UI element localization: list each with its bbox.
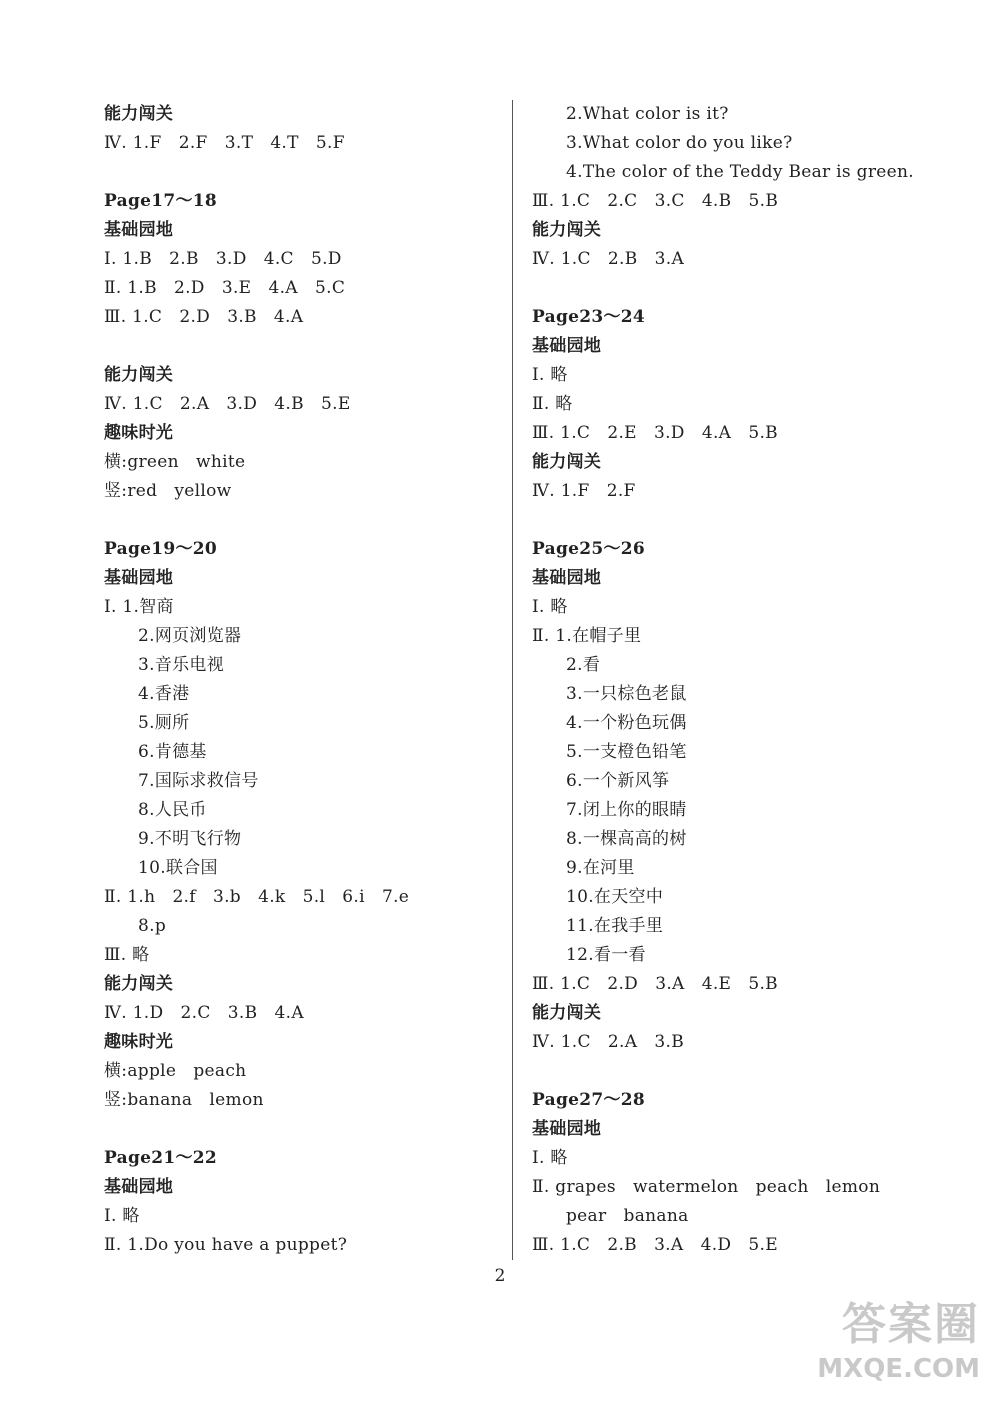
answer-line: 5.一支橙色铅笔 xyxy=(566,742,687,762)
answer-line: 4.香港 xyxy=(138,684,190,704)
watermark-bottom-text: MXQE.COM xyxy=(817,1354,980,1384)
left-column xyxy=(104,100,499,1260)
answer-line: Ⅱ. 1.B 2.D 3.E 4.A 5.C xyxy=(104,278,346,298)
spacer xyxy=(532,274,932,303)
answer-line: Ⅰ. 略 xyxy=(532,365,568,385)
answer-line: 6.肯德基 xyxy=(138,742,207,762)
answer-line: 11.在我手里 xyxy=(566,916,664,936)
answer-line: Ⅱ. 1.h 2.f 3.b 4.k 5.l 6.i 7.e xyxy=(104,887,410,907)
answer-line: Ⅲ. 1.C 2.B 3.A 4.D 5.E xyxy=(532,1235,778,1255)
section-heading: 基础园地 xyxy=(104,568,174,588)
section-heading: 基础园地 xyxy=(532,336,602,356)
answer-line: Ⅲ. 1.C 2.D 3.B 4.A xyxy=(104,307,304,327)
section-heading: Page17～18 xyxy=(104,191,218,211)
answer-line: Ⅲ. 1.C 2.E 3.D 4.A 5.B xyxy=(532,423,778,443)
watermark-logo xyxy=(802,1297,980,1397)
section-heading: 基础园地 xyxy=(104,220,174,240)
section-heading: Page25～26 xyxy=(532,539,646,559)
answer-line: Ⅳ. 1.F 2.F xyxy=(532,481,636,501)
section-heading: 基础园地 xyxy=(532,568,602,588)
answer-line: Ⅱ. 1.Do you have a puppet? xyxy=(104,1235,348,1255)
watermark-top-text: 答案圈 xyxy=(842,1299,980,1350)
section-heading: 能力闯关 xyxy=(532,1003,602,1023)
answer-line: 4.一个粉色玩偶 xyxy=(566,713,687,733)
section-heading: 基础园地 xyxy=(104,1177,174,1197)
answer-line: 9.不明飞行物 xyxy=(138,829,242,849)
answer-line: Ⅳ. 1.C 2.A 3.B xyxy=(532,1032,685,1052)
answer-line: 10.联合国 xyxy=(138,858,218,878)
section-heading: Page23～24 xyxy=(532,307,646,327)
spacer xyxy=(104,158,499,187)
section-heading: 能力闯关 xyxy=(104,974,174,994)
answer-line: 横:green white xyxy=(104,452,246,472)
spacer xyxy=(104,506,499,535)
answer-line: 8.人民币 xyxy=(138,800,207,820)
answer-line: Ⅰ. 略 xyxy=(532,597,568,617)
answer-line: 12.看一看 xyxy=(566,945,646,965)
answer-line: 10.在天空中 xyxy=(566,887,664,907)
answer-line: 4.The color of the Teddy Bear is green. xyxy=(566,162,914,182)
answer-line: Ⅲ. 略 xyxy=(104,945,150,965)
right-column xyxy=(532,100,932,1260)
answer-line: pear banana xyxy=(566,1206,689,1226)
answer-line: Ⅱ. 1.在帽子里 xyxy=(532,626,642,646)
answer-line: 2.网页浏览器 xyxy=(138,626,242,646)
answer-line: Ⅳ. 1.C 2.B 3.A xyxy=(532,249,685,269)
answer-line: 2.看 xyxy=(566,655,601,675)
section-heading: 能力闯关 xyxy=(104,104,174,124)
answer-line: Ⅳ. 1.F 2.F 3.T 4.T 5.F xyxy=(104,133,345,153)
answer-line: 3.一只棕色老鼠 xyxy=(566,684,687,704)
answer-line: 9.在河里 xyxy=(566,858,635,878)
answer-line: Ⅲ. 1.C 2.C 3.C 4.B 5.B xyxy=(532,191,779,211)
section-heading: 趣味时光 xyxy=(104,423,174,443)
answer-line: Ⅱ. 略 xyxy=(532,394,573,414)
answer-line: 竖:red yellow xyxy=(104,481,232,501)
section-heading: Page27～28 xyxy=(532,1090,646,1110)
answer-line: 3.What color do you like? xyxy=(566,133,793,153)
section-heading: 能力闯关 xyxy=(532,452,602,472)
spacer xyxy=(104,332,499,361)
answer-line: 5.厕所 xyxy=(138,713,190,733)
answer-line: 竖:banana lemon xyxy=(104,1090,264,1110)
column-divider xyxy=(512,100,513,1260)
section-heading: Page19～20 xyxy=(104,539,218,559)
section-heading: 能力闯关 xyxy=(532,220,602,240)
section-heading: 能力闯关 xyxy=(104,365,174,385)
answer-line: 8.p xyxy=(138,916,167,936)
section-heading: 基础园地 xyxy=(532,1119,602,1139)
answer-line: Ⅰ. 1.智商 xyxy=(104,597,174,617)
answer-line: Ⅲ. 1.C 2.D 3.A 4.E 5.B xyxy=(532,974,778,994)
section-heading: Page21～22 xyxy=(104,1148,218,1168)
answer-line: 7.闭上你的眼睛 xyxy=(566,800,687,820)
page-number: 2 xyxy=(494,1266,506,1286)
answer-line: Ⅳ. 1.D 2.C 3.B 4.A xyxy=(104,1003,304,1023)
spacer xyxy=(532,1057,932,1086)
answer-line: 3.音乐电视 xyxy=(138,655,225,675)
answer-line: Ⅳ. 1.C 2.A 3.D 4.B 5.E xyxy=(104,394,351,414)
answer-line: 2.What color is it? xyxy=(566,104,729,124)
answer-line: 7.国际求救信号 xyxy=(138,771,259,791)
spacer xyxy=(532,506,932,535)
answer-line: Ⅰ. 略 xyxy=(104,1206,140,1226)
answer-line: 6.一个新风筝 xyxy=(566,771,670,791)
answer-line: Ⅰ. 1.B 2.B 3.D 4.C 5.D xyxy=(104,249,342,269)
answer-line: Ⅱ. grapes watermelon peach lemon xyxy=(532,1177,881,1197)
spacer xyxy=(104,1115,499,1144)
section-heading: 趣味时光 xyxy=(104,1032,174,1052)
answer-line: 横:apple peach xyxy=(104,1061,247,1081)
answer-line: 8.一棵高高的树 xyxy=(566,829,687,849)
answer-line: Ⅰ. 略 xyxy=(532,1148,568,1168)
